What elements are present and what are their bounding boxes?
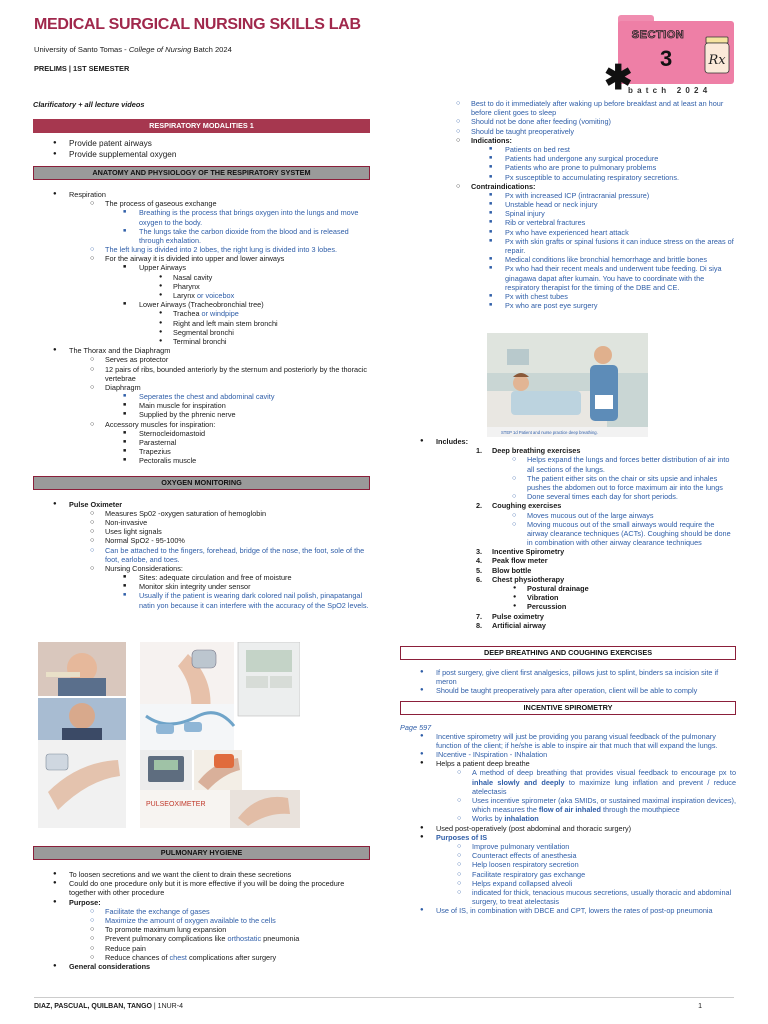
list-item: ■ Px with skin grafts or spinal fusions it can induce stress on the areas of repair. xyxy=(505,237,736,255)
list-item: ○ 12 pairs of ribs, bounded anteriorly by the sternum and posteriorly by the thoracic vertebrae xyxy=(105,365,370,383)
list-item: ■ Pectoralis muscle xyxy=(139,456,370,465)
list-item: ■ Patients had undergone any surgical procedure xyxy=(505,154,736,163)
subtitle: Clarificatory + all lecture videos xyxy=(33,100,145,109)
list-item: ○ Can be attached to the fingers, forehead, bridge of the nose, the foot, sole of the foot, earlobe, and toes. xyxy=(105,546,370,564)
list-item: ○ Done several times each day for short periods. xyxy=(527,492,736,501)
list-item: ○ Help loosen respiratory secretion xyxy=(472,860,736,869)
list-item: ■ Main muscle for inspiration xyxy=(139,401,370,410)
list-item: ● Postural drainage xyxy=(527,584,736,593)
resp-list xyxy=(33,139,370,160)
list-item: ● Respiration ○ The process of gaseous exchange ■ Breathing is the process that brings oxygen into the lungs and move oxygen to the body. ■ The lungs take the carbon dioxide from the blood and is released through exhalation. ○ The left lung is divided into 2 lobes, the right lung is divided into 3 lobes. ○ For the airway it is divided into upper and lower airways ■ Upper Airways ● Nasal cavity ● Pharynx ● Larynx or voicebox ■ Lower Airways (Tracheobronchial tree) ● Trachea or windpipe ● Right and left main stem bronchi ● Segmental bronchi ● Terminal bronchi xyxy=(69,190,370,346)
list-item: ■ Medical conditions like bronchial hemorrhage and brittle bones xyxy=(505,255,736,264)
list-item: ■ Sternocleidomastoid xyxy=(139,429,370,438)
list-item: ● Nasal cavity xyxy=(173,273,370,282)
list-item: ● Use of IS, in combination with DBCE and CPT, lowers the rates of post-op pneumonia xyxy=(436,906,736,915)
list-item: 8. Artificial airway xyxy=(492,621,736,630)
pulmonary-hygiene-section xyxy=(33,842,370,971)
list-item: ■ Monitor skin integrity under sensor xyxy=(139,582,370,591)
pulseoximeter-caption: PULSEOXIMETER xyxy=(146,801,206,808)
list-item: ○ Contraindications: ■ Px with increased ICP (intracranial pressure) ■ Unstable head or neck injury ■ Spinal injury ■ Rib or vertebral fractures ■ Px who have experienced heart attack ■ Px with skin grafts or spinal fusions it can induce stress on the areas of repair. ■ Medical conditions like bronchial hemorrhage and brittle bones ■ Px who had their recent meals and underwent tube feeding. Di siya ginagawa dapat after kumain. You have to coordinate with the respiratory therapist for the timing of the DBE and CE. ■ Px with chest tubes ■ Px who are post eye surgery xyxy=(471,182,736,311)
list-item: ● Right and left main stem bronchi xyxy=(173,319,370,328)
footer-class: | 1NUR-4 xyxy=(151,1003,183,1010)
banner-pulmonary-hygiene: PULMONARY HYGIENE xyxy=(33,846,370,860)
list-item: ● General considerations xyxy=(69,962,370,971)
list-item: ○ Best to do it immediately after waking up before breakfast and at least an hour before client goes to sleep xyxy=(471,99,736,117)
list-item: ■ Unstable head or neck injury xyxy=(505,200,736,209)
list-item: ○ Moving mucous out of the small airways would require the airway clearance techniques (ACTs). Coughing should be done in combination with other airway clearance techniques xyxy=(527,520,736,548)
rx-label: Rx xyxy=(708,53,726,68)
asterisk-icon: ✱ xyxy=(604,59,633,97)
list-item: ● Incentive spirometry will just be providing you parang visual feedback of the pulmonary function of the client; if he/she is able to inspire air that much that will expand the lungs. xyxy=(436,732,736,750)
footer-authors: DIAZ, PASCUAL, QUILBAN, TANGO xyxy=(34,1003,152,1010)
list-item: ● Provide supplemental oxygen xyxy=(69,150,370,160)
includes-list xyxy=(400,437,736,630)
section-badge xyxy=(604,15,734,99)
list-item: ● Percussion xyxy=(527,602,736,611)
list-item: ○ Non-invasive xyxy=(105,518,370,527)
photo-caption: STEP 1d Patient and nurse practice deep breathing. xyxy=(501,430,598,435)
pulse-oximeter-collage xyxy=(38,642,300,828)
list-item: ■ Px with chest tubes xyxy=(505,292,736,301)
list-item: ● Could do one procedure only but it is more effective if you will be doing the procedure together with other procedure xyxy=(69,879,370,897)
university-line: University of Santo Tomas - College of Nursing Batch 2024 xyxy=(34,45,232,54)
list-item: ○ The patient either sits on the chair or sits upsie and inhales pushes the abdomen out to force maximum air into the lungs xyxy=(527,474,736,492)
list-item: ○ Serves as protector xyxy=(105,355,370,364)
list-item: 4. Peak flow meter xyxy=(492,556,736,565)
list-item: ○ The left lung is divided into 2 lobes, the right lung is divided into 3 lobes. xyxy=(105,245,370,254)
list-item: ● Larynx or voicebox xyxy=(173,291,370,300)
list-item: ○ Measures Sp02 -oxygen saturation of hemoglobin xyxy=(105,509,370,518)
hygiene-list xyxy=(33,870,370,971)
right-lower-column xyxy=(400,437,736,915)
list-item: ■ Px who have experienced heart attack xyxy=(505,228,736,237)
list-item: ● INcentive - INspiration - INhalation xyxy=(436,750,736,759)
list-item: ● Should be taught preoperatively para after operation, client will be able to comply xyxy=(436,686,736,695)
page-reference: Page 597 xyxy=(400,722,432,732)
list-item: ■ Px who are post eye surgery xyxy=(505,301,736,310)
list-item: ● Provide patent airways xyxy=(69,139,370,149)
list-item: ○ Helps expand collapsed alveoli xyxy=(472,879,736,888)
list-item: ○ Normal SpO2 - 95-100% xyxy=(105,536,370,545)
list-item: 2. Coughing exercises ○ Moves mucous out of the large airways ○ Moving mucous out of the small airways would require the airway clearance techniques (ACTs). Coughing should be done in combination with other airway clearance techniques xyxy=(492,501,736,547)
term-label: PRELIMS | 1ST SEMESTER xyxy=(34,64,130,73)
list-item: 7. Pulse oximetry xyxy=(492,612,736,621)
list-item: ■ Px with increased ICP (intracranial pressure) xyxy=(505,191,736,200)
list-item: ○ Uses light signals xyxy=(105,527,370,536)
list-item: ○ To promote maximum lung expansion xyxy=(105,925,370,934)
list-item: ○ A method of deep breathing that provides visual feedback to encourage px to inhale slowly and deeply to maximize lung inflation and prevent / reduce atelectasis xyxy=(472,768,736,796)
page-number: 1 xyxy=(698,1003,702,1010)
list-item: ■ Px susceptible to accumulating respiratory secretions. xyxy=(505,173,736,182)
dbce-list xyxy=(400,668,736,696)
list-item: ● To loosen secretions and we want the client to drain these secretions xyxy=(69,870,370,879)
list-item: ○ Counteract effects of anesthesia xyxy=(472,851,736,860)
banner-oxygen-monitoring: OXYGEN MONITORING xyxy=(33,476,370,490)
list-item: ● Includes: 1. Deep breathing exercises ○ Helps expand the lungs and forces better distribution of air into all sections of the lungs. ○ The patient either sits on the chair or sits upsie and inhales pushes the abdomen out to force maximum air into the lungs ○ Done several times each day for short periods. 2. Coughing exercises ○ Moves mucous out of the large airways ○ Moving mucous out of the small airways would require the airway clearance techniques (ACTs). Coughing should be done in combination with other airway clearance techniques 3. Incentive Spirometry 4. Peak flow meter 5. Blow bottle 6. Chest physiotherapy ● Postural drainage ● Vibration ● Percussion 7. Pulse oximetry 8. Artificial airway xyxy=(436,437,736,630)
list-item: ■ Lower Airways (Tracheobronchial tree) ● Trachea or windpipe ● Right and left main stem bronchi ● Segmental bronchi ● Terminal bronchi xyxy=(139,300,370,346)
banner-respiratory-modalities: RESPIRATORY MODALITIES 1 xyxy=(33,119,370,133)
list-item: ● Used post-operatively (post abdominal and thoracic surgery) xyxy=(436,824,736,833)
list-item: ● Pulse Oximeter ○ Measures Sp02 -oxygen saturation of hemoglobin ○ Non-invasive ○ Uses light signals ○ Normal SpO2 - 95-100% ○ Can be attached to the fingers, forehead, bridge of the nose, the foot, sole of the foot, earlobe, and toes. ○ Nursing Considerations: ■ Sites: adequate circulation and free of moisture ■ Monitor skin integrity under sensor ■ Usually if the patient is wearing dark colored nail polish, pinapatangal natin yon because it can interfere with the accuracy of the SpO2 levels. xyxy=(69,500,370,610)
list-item: ○ Nursing Considerations: ■ Sites: adequate circulation and free of moisture ■ Monitor skin integrity under sensor ■ Usually if the patient is wearing dark colored nail polish, pinapatangal natin yon because it can interfere with the accuracy of the SpO2 levels. xyxy=(105,564,370,610)
batch-word: batch 2024 xyxy=(628,86,712,95)
list-item: ● Trachea or windpipe xyxy=(173,309,370,318)
oxygen-list xyxy=(33,500,370,610)
list-item: ○ Reduce pain xyxy=(105,944,370,953)
list-item: ○ Reduce chances of chest complications after surgery xyxy=(105,953,370,962)
nurse-patient-image xyxy=(487,333,648,437)
list-item: ○ Moves mucous out of the large airways xyxy=(527,511,736,520)
list-item: ○ Maximize the amount of oxygen available to the cells xyxy=(105,916,370,925)
banner-dbce: DEEP BREATHING AND COUGHING EXERCISES xyxy=(400,646,736,660)
document-title: MEDICAL SURGICAL NURSING SKILLS LAB xyxy=(34,16,361,33)
list-item: 3. Incentive Spirometry xyxy=(492,547,736,556)
list-item: ● Helps a patient deep breathe ○ A method of deep breathing that provides visual feedback to encourage px to inhale slowly and deeply to maximize lung inflation and prevent / reduce atelectasis ○ Uses incentive spirometer (aka SMIDs, or sustained maximal inspiration devices), which measures the flow of air inhaled through the mouthpiece ○ Works by inhalation xyxy=(436,759,736,823)
list-item: ■ Breathing is the process that brings oxygen into the lungs and move oxygen to the body. xyxy=(139,208,370,226)
list-item: ○ Uses incentive spirometer (aka SMIDs, or sustained maximal inspiration devices), which measures the flow of air inhaled through the mouthpiece xyxy=(472,796,736,814)
list-item: ■ Patients who are prone to pulmonary problems xyxy=(505,163,736,172)
is-list xyxy=(400,732,736,916)
list-item: ● Segmental bronchi xyxy=(173,328,370,337)
section-word: SECTION xyxy=(631,29,685,41)
list-item: ○ Improve pulmonary ventilation xyxy=(472,842,736,851)
list-item: ■ Trapezius xyxy=(139,447,370,456)
anatomy-list xyxy=(33,190,370,466)
list-item: ○ Indications: ■ Patients on bed rest ■ Patients had undergone any surgical procedure ■ Patients who are prone to pulmonary problems ■ Px susceptible to accumulating respiratory secretions. xyxy=(471,136,736,182)
right-column xyxy=(400,99,736,310)
list-item: ○ Facilitate the exchange of gases xyxy=(105,907,370,916)
list-item: ■ Seperates the chest and abdominal cavity xyxy=(139,392,370,401)
rx-jar-icon xyxy=(702,35,732,75)
list-item: ■ Usually if the patient is wearing dark colored nail polish, pinapatangal natin yon because it can interfere with the accuracy of the SpO2 levels. xyxy=(139,591,370,609)
list-item: ○ Should be taught preoperatively xyxy=(471,127,736,136)
list-item: 6. Chest physiotherapy ● Postural drainage ● Vibration ● Percussion xyxy=(492,575,736,612)
timing-list xyxy=(400,99,736,310)
footer xyxy=(34,997,734,1012)
list-item: ○ For the airway it is divided into upper and lower airways ■ Upper Airways ● Nasal cavity ● Pharynx ● Larynx or voicebox ■ Lower Airways (Tracheobronchial tree) ● Trachea or windpipe ● Right and left main stem bronchi ● Segmental bronchi ● Terminal bronchi xyxy=(105,254,370,346)
list-item: ● If post surgery, give client first analgesics, pillows just to splint, binders sa incision site if meron xyxy=(436,668,736,686)
list-item: ● Vibration xyxy=(527,593,736,602)
list-item: ○ Diaphragm ■ Seperates the chest and abdominal cavity ■ Main muscle for inspiration ■ Supplied by the phrenic nerve xyxy=(105,383,370,420)
list-item: ○ The process of gaseous exchange ■ Breathing is the process that brings oxygen into the lungs and move oxygen to the body. ■ The lungs take the carbon dioxide from the blood and is released through exhalation. xyxy=(105,199,370,245)
list-item: ○ Works by inhalation xyxy=(472,814,736,823)
list-item: ■ Sites: adequate circulation and free of moisture xyxy=(139,573,370,582)
list-item: 1. Deep breathing exercises ○ Helps expand the lungs and forces better distribution of air into all sections of the lungs. ○ The patient either sits on the chair or sits upsie and inhales pushes the abdomen out to force maximum air into the lungs ○ Done several times each day for short periods. xyxy=(492,446,736,501)
list-item: ■ The lungs take the carbon dioxide from the blood and is released through exhalation. xyxy=(139,227,370,245)
list-item: ○ indicated for thick, tenacious mucous secretions, usually thoracic and abdominal surgery, to treat atelectasis xyxy=(472,888,736,906)
list-item: ■ Rib or vertebral fractures xyxy=(505,218,736,227)
list-item: ○ Should not be done after feeding (vomiting) xyxy=(471,117,736,126)
list-item: ○ Accessory muscles for inspiration: ■ Sternocleidomastoid ■ Parasternal ■ Trapezius ■ Pectoralis muscle xyxy=(105,420,370,466)
list-item: ■ Upper Airways ● Nasal cavity ● Pharynx ● Larynx or voicebox xyxy=(139,263,370,300)
list-item: ○ Helps expand the lungs and forces better distribution of air into all sections of the lungs. xyxy=(527,455,736,473)
list-item: ○ Prevent pulmonary complications like orthostatic pneumonia xyxy=(105,934,370,943)
list-item: ■ Spinal injury xyxy=(505,209,736,218)
list-item: ● Purpose: ○ Facilitate the exchange of gases ○ Maximize the amount of oxygen available to the cells ○ To promote maximum lung expansion ○ Prevent pulmonary complications like orthostatic pneumonia ○ Reduce pain ○ Reduce chances of chest complications after surgery xyxy=(69,898,370,962)
banner-incentive-spirometry: INCENTIVE SPIROMETRY xyxy=(400,701,736,715)
list-item: ● Purposes of IS ○ Improve pulmonary ventilation ○ Counteract effects of anesthesia ○ Help loosen respiratory secretion ○ Facilitate respiratory gas exchange ○ Helps expand collapsed alveoli ○ indicated for thick, tenacious mucous secretions, usually thoracic and abdominal surgery, to treat atelectasis xyxy=(436,833,736,907)
list-item: ● The Thorax and the Diaphragm ○ Serves as protector ○ 12 pairs of ribs, bounded anteriorly by the sternum and posteriorly by the thoracic vertebrae ○ Diaphragm ■ Seperates the chest and abdominal cavity ■ Main muscle for inspiration ■ Supplied by the phrenic nerve ○ Accessory muscles for inspiration: ■ Sternocleidomastoid ■ Parasternal ■ Trapezius ■ Pectoralis muscle xyxy=(69,346,370,465)
list-item: ■ Px who had their recent meals and underwent tube feeding. Di siya ginagawa dapat after kumain. You have to coordinate with the respiratory therapist for the timing of the DBE and CE. xyxy=(505,264,736,292)
section-number: 3 xyxy=(660,46,673,71)
list-item: ○ Facilitate respiratory gas exchange xyxy=(472,870,736,879)
collage-image xyxy=(38,642,300,828)
banner-anatomy: ANATOMY AND PHYSIOLOGY OF THE RESPIRATORY SYSTEM xyxy=(33,166,370,180)
list-item: ■ Supplied by the phrenic nerve xyxy=(139,410,370,419)
list-item: 5. Blow bottle xyxy=(492,566,736,575)
list-item: ■ Parasternal xyxy=(139,438,370,447)
nurse-patient-photo xyxy=(487,333,648,437)
list-item: ● Terminal bronchi xyxy=(173,337,370,346)
left-column xyxy=(33,100,370,610)
list-item: ■ Patients on bed rest xyxy=(505,145,736,154)
list-item: ● Pharynx xyxy=(173,282,370,291)
